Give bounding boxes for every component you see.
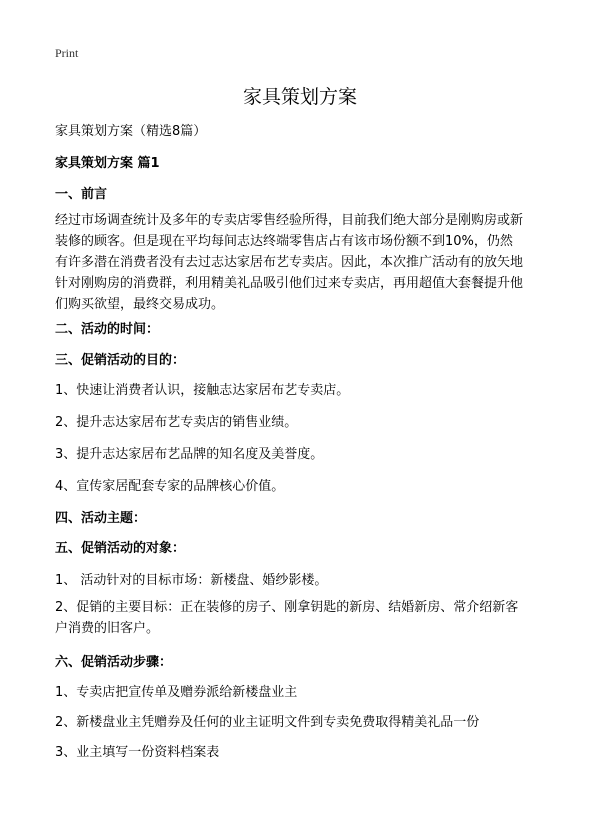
subtitle: 家具策划方案（精选8篇） (55, 124, 207, 139)
paragraph-line: 有许多潜在消费者没有去过志达家居布艺专卖店。因此，本次推广活动有的放矢地 (55, 255, 524, 270)
list-item: 3、业主填写一份资料档案表 (55, 745, 220, 760)
paragraph-line: 2、促销的主要目标：正在装修的房子、刚拿钥匙的新房、结婚新房、常介绍新客 (55, 600, 519, 615)
section-heading-steps: 六、促销活动步骤： (55, 655, 173, 670)
section-heading-purpose: 三、促销活动的目的： (55, 353, 186, 368)
list-item: 3、提升志达家居布艺品牌的知名度及美誉度。 (55, 447, 324, 462)
paragraph-line: 针对刚购房的消费群，利用精美礼品吸引他们过来专卖店，再用超值大套餐提升他 (55, 276, 524, 291)
article-heading: 家具策划方案 篇1 (55, 156, 160, 171)
paragraph-line: 们购买欲望，最终交易成功。 (55, 297, 225, 312)
list-item: 1、专卖店把宣传单及赠券派给新楼盘业主 (55, 685, 298, 700)
paragraph-line: 经过市场调查统计及多年的专卖店零售经验所得，目前我们绝大部分是刚购房或新 (55, 213, 524, 228)
print-label[interactable]: Print (55, 46, 79, 60)
section-heading-time: 二、活动的时间： (55, 322, 160, 337)
page-title: 家具策划方案 (242, 86, 357, 108)
section-heading-target: 五、促销活动的对象： (55, 541, 186, 556)
paragraph-line: 户消费的旧客户。 (55, 621, 160, 636)
list-item: 4、宣传家居配套专家的品牌核心价值。 (55, 479, 285, 494)
paragraph-line: 装修的顾客。但是现在平均每间志达终端零售店占有该市场份额不到10%，仍然 (55, 234, 513, 249)
list-item: 1、快速让消费者认识，接触志达家居布艺专卖店。 (55, 383, 350, 398)
list-item: 1、 活动针对的目标市场：新楼盘、婚纱影楼。 (55, 573, 328, 588)
preface-paragraph (55, 210, 555, 315)
list-item (55, 597, 555, 639)
list-item: 2、新楼盘业主凭赠券及任何的业主证明文件到专卖免费取得精美礼品一份 (55, 715, 480, 730)
section-heading-theme: 四、活动主题： (55, 511, 147, 526)
section-heading-preface: 一、前言 (55, 187, 108, 202)
list-item: 2、提升志达家居布艺专卖店的销售业绩。 (55, 415, 298, 430)
